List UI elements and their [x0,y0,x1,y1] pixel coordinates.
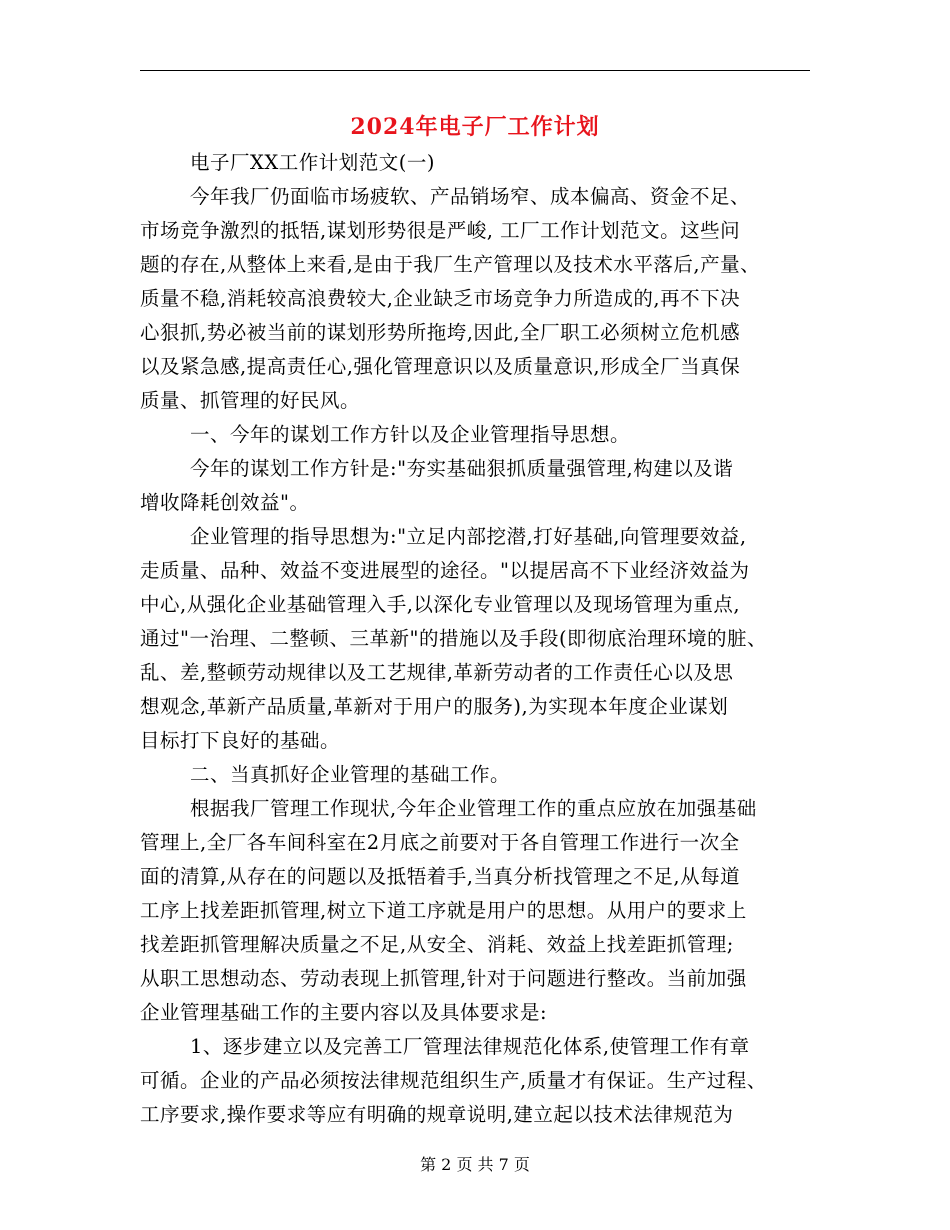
text-line: 电子厂XX工作计划范文(一) [190,151,435,174]
text-line: 增收降耗创效益"。 [140,491,310,514]
text-line: 管理上,全厂各车间科室在2月底之前要对于各自管理工作进行一次全 [140,831,740,854]
text-line: 乱、差,整顿劳动规律以及工艺规律,革新劳动者的工作责任心以及思 [140,661,734,684]
text-line: 心狠抓,势必被当前的谋划形势所拖垮,因此,全厂职工必须树立危机感 [140,321,741,344]
text-line: 题的存在,从整体上来看,是由于我厂生产管理以及技术水平落后,产量、 [140,253,761,276]
text-line: 企业管理基础工作的主要内容以及具体要求是: [140,1001,548,1024]
section-heading: 二、当真抓好企业管理的基础工作。 [190,763,511,786]
text-line: 市场竞争激烈的抵牾,谋划形势很是严峻, 工厂工作计划范文。这些问 [140,219,741,242]
header-rule [140,70,810,71]
text-line: 今年的谋划工作方针是:"夯实基础狠抓质量强管理,构建以及谐 [190,457,734,480]
document-title: 2024年电子厂工作计划 [350,114,600,140]
text-line: 面的清算,从存在的问题以及抵牾着手,当真分析找管理之不足,从每道 [140,865,741,888]
text-line: 可循。企业的产品必须按法律规范组织生产,质量才有保证。生产过程、 [140,1069,767,1092]
text-line: 根据我厂管理工作现状,今年企业管理工作的重点应放在加强基础 [190,797,757,820]
text-line: 走质量、品种、效益不变进展型的途径。"以提居高不下业经济效益为 [140,559,750,582]
text-line: 今年我厂仍面临市场疲软、产品销场窄、成本偏高、资金不足、 [190,185,751,208]
text-line: 找差距抓管理解决质量之不足,从安全、消耗、效益上找差距抓管理; [140,933,734,956]
text-line: 质量不稳,消耗较高浪费较大,企业缺乏市场竞争力所造成的,再不下决 [140,287,741,310]
page-number: 第 2 页 共 7 页 [420,1155,530,1174]
text-line: 目标打下良好的基础。 [140,729,341,752]
text-line: 中心,从强化企业基础管理入手,以深化专业管理以及现场管理为重点, [140,593,741,616]
text-line: 通过"一治理、二整顿、三革新"的措施以及手段(即彻底治理环境的脏、 [140,627,768,650]
text-line: 1、逐步建立以及完善工厂管理法律规范化体系,使管理工作有章 [190,1035,750,1058]
text-line: 企业管理的指导思想为:"立足内部挖潜,打好基础,向管理要效益, [190,525,747,548]
section-heading: 一、今年的谋划工作方针以及企业管理指导思想。 [190,423,631,446]
text-line: 工序要求,操作要求等应有明确的规章说明,建立起以技术法律规范为 [140,1103,734,1126]
text-line: 想观念,革新产品质量,革新对于用户的服务),为实现本年度企业谋划 [140,695,729,718]
text-line: 以及紧急感,提高责任心,强化管理意识以及质量意识,形成全厂当真保 [140,355,741,378]
text-line: 从职工思想动态、劳动表现上抓管理,针对于问题进行整改。当前加强 [140,967,747,990]
text-line: 质量、抓管理的好民风。 [140,389,361,412]
text-line: 工序上找差距抓管理,树立下道工序就是用户的思想。从用户的要求上 [140,899,747,922]
